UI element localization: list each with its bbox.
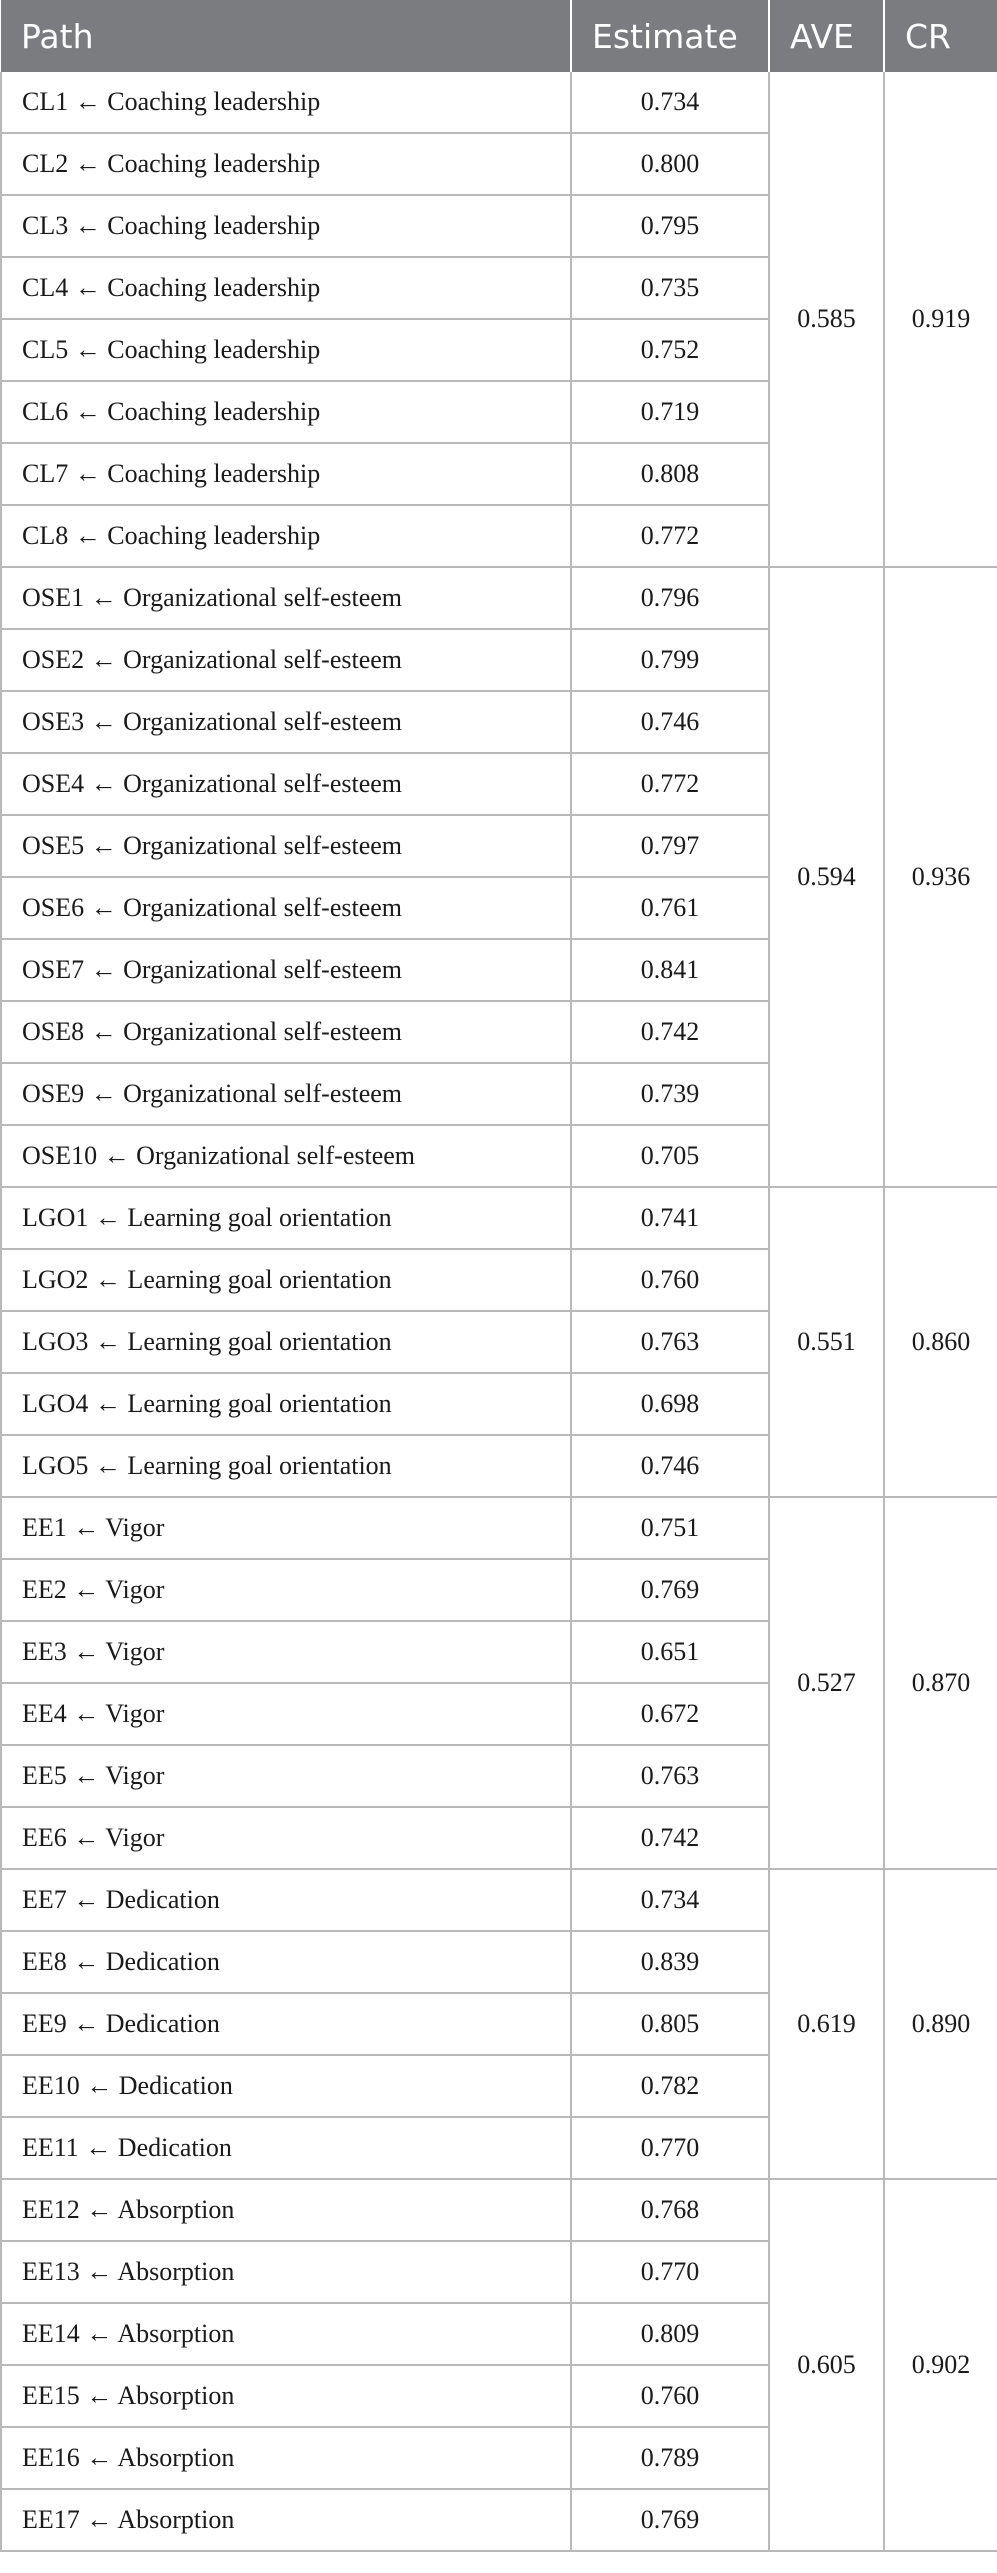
- estimate-cell: 0.808: [571, 443, 769, 505]
- estimate-cell: 0.746: [571, 1435, 769, 1497]
- estimate-cell: 0.770: [571, 2241, 769, 2303]
- estimate-cell: 0.769: [571, 2489, 769, 2551]
- path-cell: OSE4 ← Organizational self-esteem: [1, 753, 571, 815]
- ave-cell: 0.605: [769, 2179, 884, 2551]
- cr-cell: 0.919: [884, 72, 997, 567]
- path-cell: EE15 ← Absorption: [1, 2365, 571, 2427]
- ave-cell: 0.527: [769, 1497, 884, 1869]
- path-cell: EE16 ← Absorption: [1, 2427, 571, 2489]
- ave-cell: 0.594: [769, 567, 884, 1187]
- cr-cell: 0.936: [884, 567, 997, 1187]
- path-cell: OSE3 ← Organizational self-esteem: [1, 691, 571, 753]
- path-cell: EE10 ← Dedication: [1, 2055, 571, 2117]
- estimate-cell: 0.800: [571, 133, 769, 195]
- path-cell: EE3 ← Vigor: [1, 1621, 571, 1683]
- path-cell: CL8 ← Coaching leadership: [1, 505, 571, 567]
- estimate-cell: 0.698: [571, 1373, 769, 1435]
- estimate-cell: 0.795: [571, 195, 769, 257]
- estimate-cell: 0.782: [571, 2055, 769, 2117]
- path-cell: OSE1 ← Organizational self-esteem: [1, 567, 571, 629]
- path-cell: EE9 ← Dedication: [1, 1993, 571, 2055]
- path-cell: OSE5 ← Organizational self-esteem: [1, 815, 571, 877]
- path-cell: CL1 ← Coaching leadership: [1, 72, 571, 133]
- path-cell: EE14 ← Absorption: [1, 2303, 571, 2365]
- path-cell: CL3 ← Coaching leadership: [1, 195, 571, 257]
- path-cell: CL6 ← Coaching leadership: [1, 381, 571, 443]
- cr-cell: 0.890: [884, 1869, 997, 2179]
- ave-cell: 0.585: [769, 72, 884, 567]
- header-cr: CR: [884, 0, 997, 72]
- path-cell: LGO1 ← Learning goal orientation: [1, 1187, 571, 1249]
- estimate-cell: 0.752: [571, 319, 769, 381]
- estimate-cell: 0.760: [571, 1249, 769, 1311]
- estimate-cell: 0.719: [571, 381, 769, 443]
- path-cell: CL2 ← Coaching leadership: [1, 133, 571, 195]
- estimate-cell: 0.761: [571, 877, 769, 939]
- path-cell: OSE2 ← Organizational self-esteem: [1, 629, 571, 691]
- path-cell: LGO3 ← Learning goal orientation: [1, 1311, 571, 1373]
- cr-cell: 0.870: [884, 1497, 997, 1869]
- estimate-cell: 0.770: [571, 2117, 769, 2179]
- estimate-cell: 0.735: [571, 257, 769, 319]
- path-cell: EE6 ← Vigor: [1, 1807, 571, 1869]
- estimate-cell: 0.742: [571, 1807, 769, 1869]
- path-cell: EE12 ← Absorption: [1, 2179, 571, 2241]
- estimate-cell: 0.796: [571, 567, 769, 629]
- table-row: [1, 567, 997, 629]
- estimate-cell: 0.809: [571, 2303, 769, 2365]
- estimate-cell: 0.772: [571, 505, 769, 567]
- estimate-cell: 0.763: [571, 1311, 769, 1373]
- estimate-cell: 0.739: [571, 1063, 769, 1125]
- estimate-cell: 0.734: [571, 72, 769, 133]
- table-row: [1, 1187, 997, 1249]
- estimate-cell: 0.789: [571, 2427, 769, 2489]
- path-cell: EE2 ← Vigor: [1, 1559, 571, 1621]
- path-cell: EE8 ← Dedication: [1, 1931, 571, 1993]
- header-row: [1, 0, 997, 72]
- path-cell: CL7 ← Coaching leadership: [1, 443, 571, 505]
- path-cell: EE17 ← Absorption: [1, 2489, 571, 2551]
- table-body: [1, 72, 997, 2551]
- path-cell: LGO4 ← Learning goal orientation: [1, 1373, 571, 1435]
- header-ave: AVE: [769, 0, 884, 72]
- estimate-cell: 0.760: [571, 2365, 769, 2427]
- estimate-cell: 0.705: [571, 1125, 769, 1187]
- estimate-cell: 0.769: [571, 1559, 769, 1621]
- table-row: [1, 1497, 997, 1559]
- path-cell: EE7 ← Dedication: [1, 1869, 571, 1931]
- path-cell: CL4 ← Coaching leadership: [1, 257, 571, 319]
- table-row: [1, 72, 997, 133]
- cr-cell: 0.860: [884, 1187, 997, 1497]
- path-cell: OSE7 ← Organizational self-esteem: [1, 939, 571, 1001]
- estimate-cell: 0.741: [571, 1187, 769, 1249]
- estimate-cell: 0.742: [571, 1001, 769, 1063]
- estimate-cell: 0.797: [571, 815, 769, 877]
- estimate-cell: 0.763: [571, 1745, 769, 1807]
- path-cell: EE5 ← Vigor: [1, 1745, 571, 1807]
- header-estimate: Estimate: [571, 0, 769, 72]
- ave-cell: 0.551: [769, 1187, 884, 1497]
- estimate-cell: 0.841: [571, 939, 769, 1001]
- estimate-cell: 0.651: [571, 1621, 769, 1683]
- estimate-cell: 0.751: [571, 1497, 769, 1559]
- path-cell: EE11 ← Dedication: [1, 2117, 571, 2179]
- estimate-cell: 0.768: [571, 2179, 769, 2241]
- path-cell: LGO5 ← Learning goal orientation: [1, 1435, 571, 1497]
- cr-cell: 0.902: [884, 2179, 997, 2551]
- estimate-cell: 0.772: [571, 753, 769, 815]
- estimate-cell: 0.799: [571, 629, 769, 691]
- table-row: [1, 2179, 997, 2241]
- path-cell: OSE8 ← Organizational self-esteem: [1, 1001, 571, 1063]
- estimate-cell: 0.839: [571, 1931, 769, 1993]
- estimate-cell: 0.746: [571, 691, 769, 753]
- path-cell: EE13 ← Absorption: [1, 2241, 571, 2303]
- estimate-cell: 0.805: [571, 1993, 769, 2055]
- path-cell: EE4 ← Vigor: [1, 1683, 571, 1745]
- path-cell: CL5 ← Coaching leadership: [1, 319, 571, 381]
- path-cell: OSE9 ← Organizational self-esteem: [1, 1063, 571, 1125]
- table-row: [1, 1869, 997, 1931]
- path-cell: OSE6 ← Organizational self-esteem: [1, 877, 571, 939]
- path-cell: LGO2 ← Learning goal orientation: [1, 1249, 571, 1311]
- estimate-cell: 0.734: [571, 1869, 769, 1931]
- path-cell: EE1 ← Vigor: [1, 1497, 571, 1559]
- ave-cell: 0.619: [769, 1869, 884, 2179]
- estimate-cell: 0.672: [571, 1683, 769, 1745]
- header-path: Path: [1, 0, 571, 72]
- path-cell: OSE10 ← Organizational self-esteem: [1, 1125, 571, 1187]
